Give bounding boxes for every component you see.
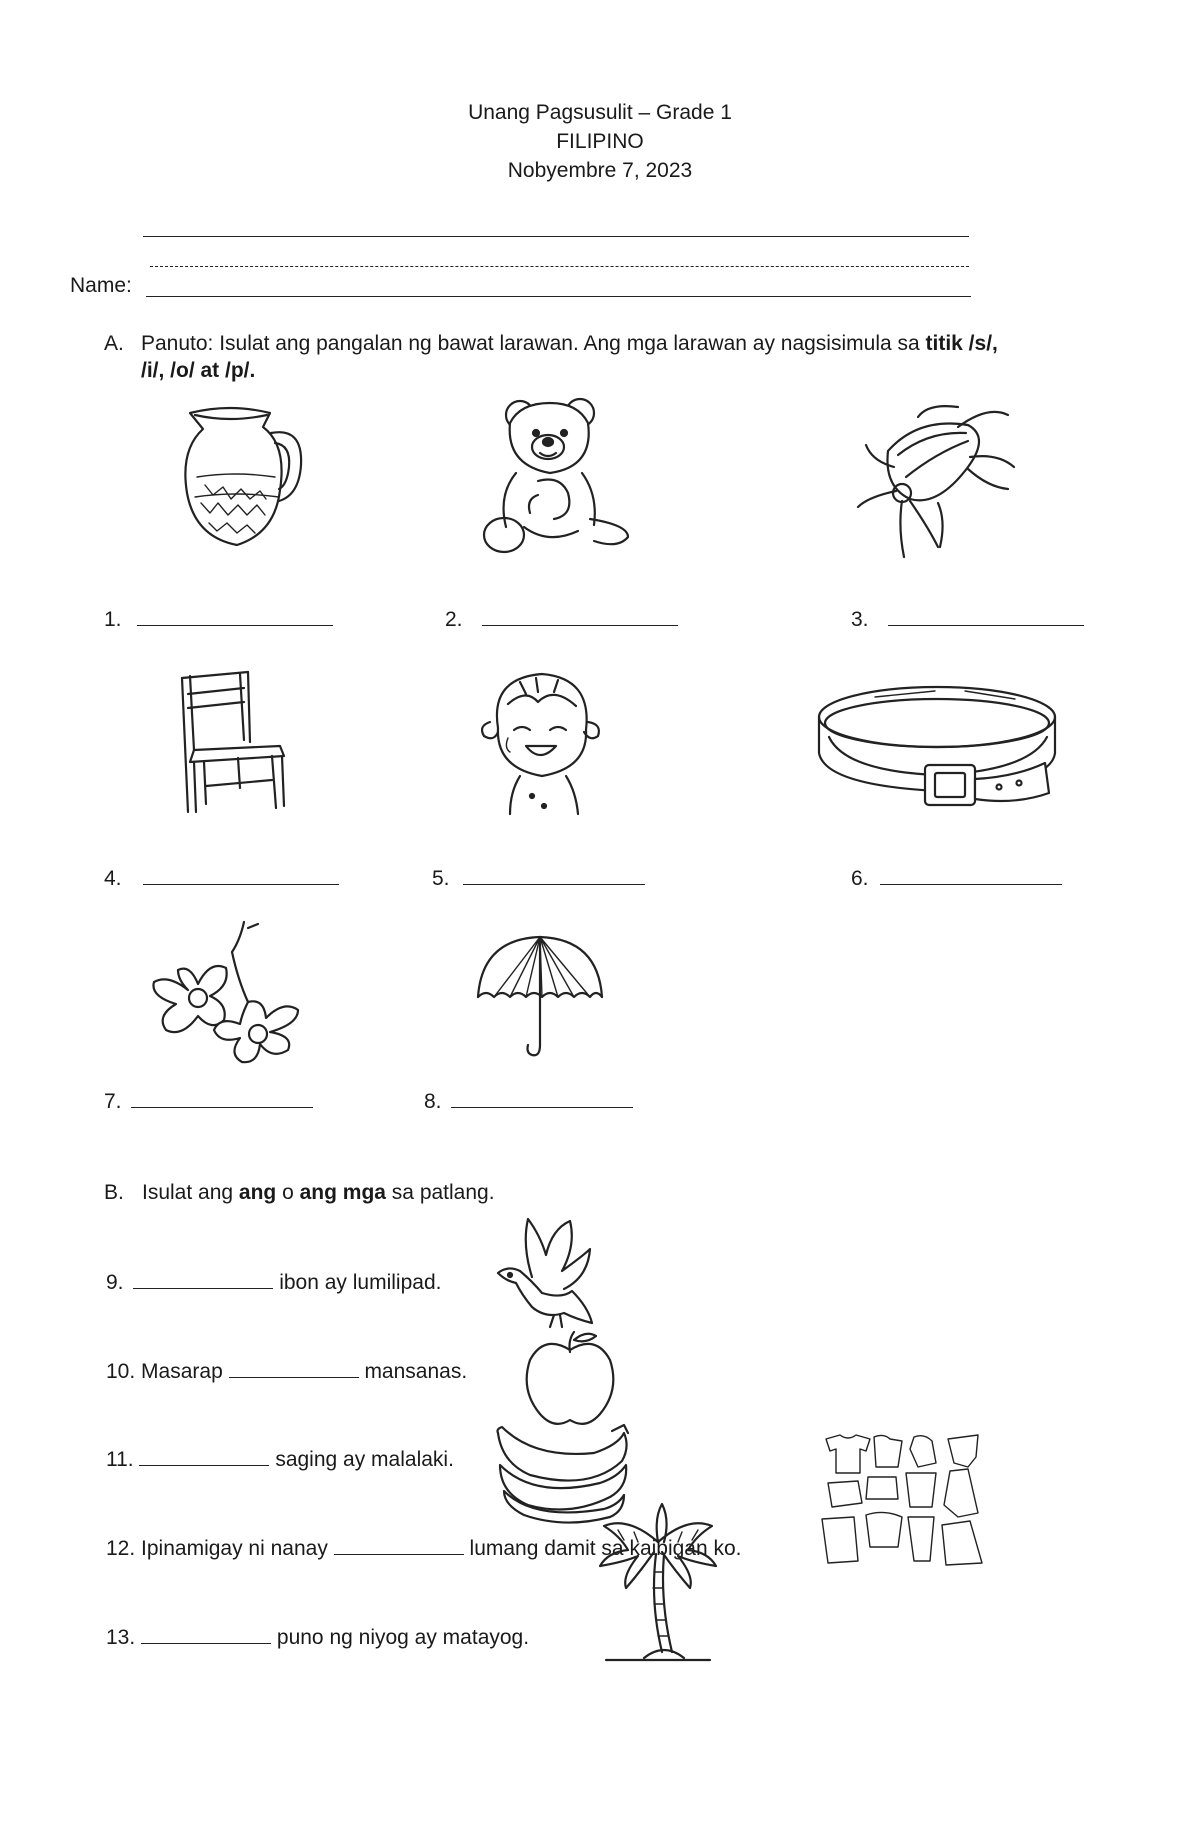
- answer-blank-6[interactable]: [880, 866, 1062, 885]
- answer-blank-4[interactable]: [143, 866, 339, 885]
- section-b-letter: B.: [104, 1181, 124, 1204]
- clothes-icon: [818, 1433, 988, 1568]
- answer-blank-8[interactable]: [451, 1089, 633, 1108]
- bird-icon: [492, 1215, 594, 1335]
- teddy-bear-icon: [478, 395, 633, 555]
- coconut-tree-icon: [598, 1502, 718, 1672]
- item-6-label: 6.: [851, 866, 1062, 892]
- orchid-icon: [148, 920, 308, 1065]
- item-5-label: 5.: [432, 866, 645, 892]
- answer-blank-12[interactable]: [334, 1536, 464, 1555]
- subject-title: FILIPINO: [556, 130, 644, 153]
- pitcher-icon: [175, 405, 305, 550]
- item-4-label: 4.: [104, 866, 339, 892]
- section-a-letter: A.: [104, 332, 124, 355]
- umbrella-icon: [476, 935, 604, 1060]
- item-11-sentence: 11. saging ay malalaki.: [106, 1448, 454, 1471]
- answer-blank-2[interactable]: [482, 607, 678, 626]
- item-13-sentence: 13. puno ng niyog ay matayog.: [106, 1626, 530, 1649]
- cockroach-icon: [858, 407, 1018, 562]
- answer-blank-11[interactable]: [139, 1447, 269, 1466]
- exam-title: Unang Pagsusulit – Grade 1: [468, 101, 732, 124]
- item-12-sentence: 12. Ipinamigay ni nanay lumang damit sa kaibigan ko.: [106, 1537, 742, 1560]
- instruction-bold-cont: /i/, /o/ at /p/.: [141, 359, 256, 382]
- answer-blank-9[interactable]: [133, 1270, 273, 1289]
- exam-date: Nobyembre 7, 2023: [507, 159, 693, 182]
- item-3-label: 3.: [851, 607, 1084, 633]
- item-1-label: 1.: [104, 607, 333, 633]
- instruction-text: Panuto: Isulat ang pangalan ng bawat larawan. Ang mga larawan ay nagsisimula sa: [141, 332, 926, 355]
- dashed-rule: [150, 266, 969, 267]
- answer-blank-10[interactable]: [229, 1359, 359, 1378]
- crying-child-icon: [480, 668, 605, 816]
- item-7-label: 7.: [104, 1089, 313, 1115]
- item-8-label: 8.: [424, 1089, 633, 1115]
- apple-icon: [524, 1330, 616, 1430]
- answer-blank-13[interactable]: [141, 1625, 271, 1644]
- section-b-instruction: Isulat ang ang o ang mga sa patlang.: [142, 1181, 495, 1204]
- chair-icon: [180, 672, 285, 814]
- item-2-label: 2.: [445, 607, 678, 633]
- answer-blank-3[interactable]: [888, 607, 1084, 626]
- name-label: Name:: [70, 274, 132, 297]
- item-9-sentence: 9. ibon ay lumilipad.: [106, 1271, 442, 1294]
- name-input-line[interactable]: [146, 296, 971, 297]
- answer-blank-5[interactable]: [463, 866, 645, 885]
- answer-blank-1[interactable]: [137, 607, 333, 626]
- belt-icon: [815, 683, 1060, 813]
- section-a-instruction: [141, 331, 998, 357]
- answer-blank-7[interactable]: [131, 1089, 313, 1108]
- item-10-sentence: 10. Masarap mansanas.: [106, 1360, 468, 1383]
- instruction-bold: titik /s/,: [925, 332, 998, 355]
- top-rule: [143, 236, 969, 237]
- section-a-instruction-cont: [141, 358, 255, 384]
